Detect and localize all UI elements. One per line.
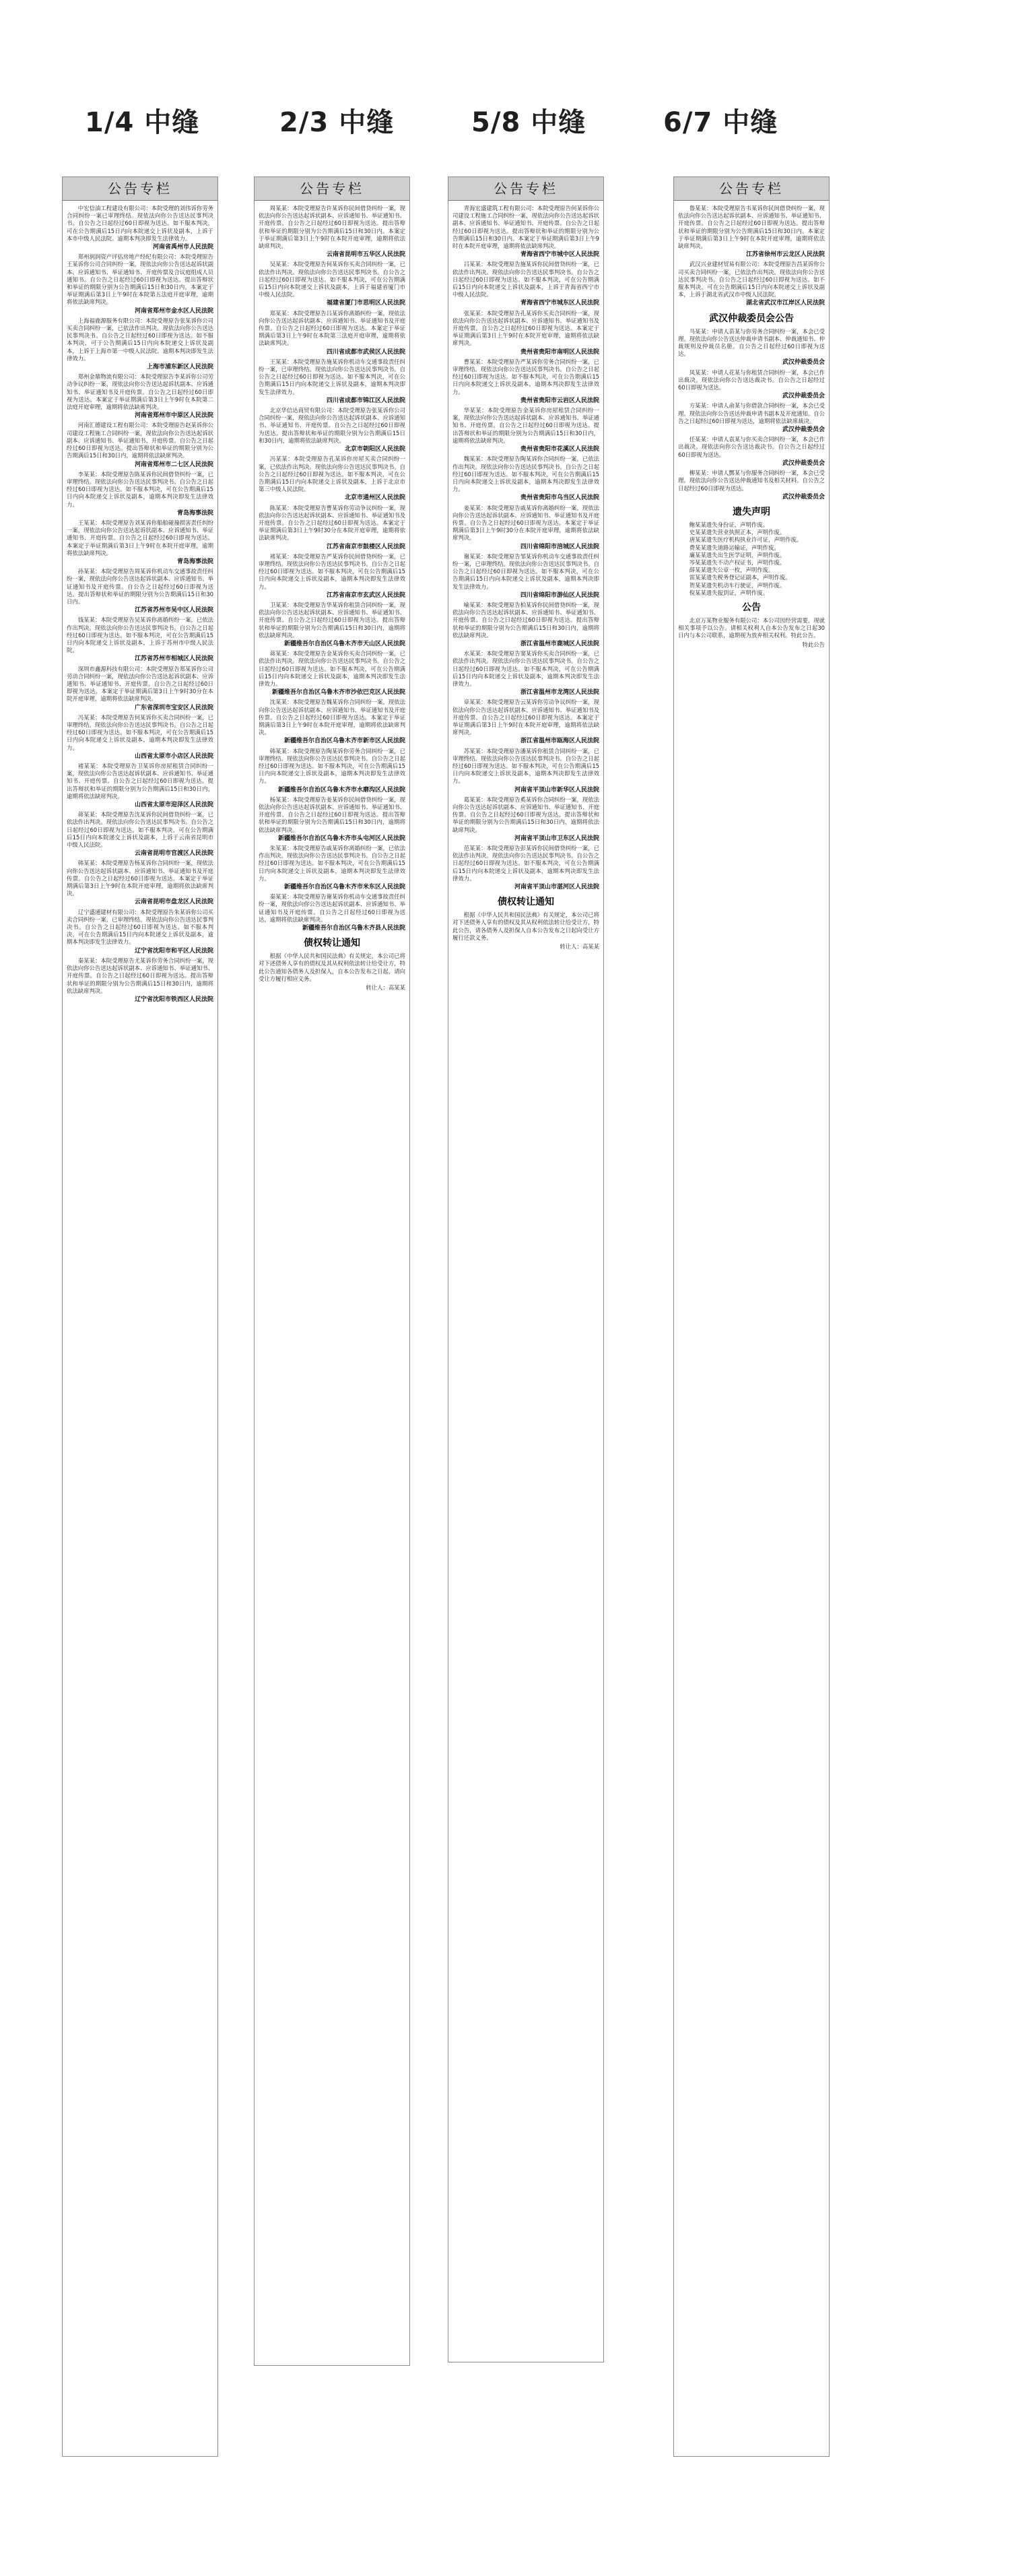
column-header: 公告专栏: [63, 177, 217, 201]
notice-issuer: 山西省太原市迎泽区人民法院: [134, 802, 213, 809]
notice-text: 陈某某：本院受理原告曹某诉你劳动争议纠纷一案，现依法向你公告送达起诉状副本、应诉通知书、举证通知书及开庭传票。自公告之日起经过60日即视为送达。本案定于举证期满后第3日上午9时30分在本院开庭审理，逾期将依法缺席判决。: [259, 504, 405, 542]
court-notice: [67, 253, 213, 315]
notice-text: 蒋某某：本院受理原告沈某诉你民间借贷纠纷一案，已依法作出判决。现依法向你公告送达民事判决书。自公告之日起经过60日即视为送达。如不服本判决，可在公告期满后15日内向本院递交上诉状及副本，上诉于云南省昆明市中级人民法院。: [67, 811, 213, 849]
court-notice: [678, 369, 825, 401]
notice-text: 朱某某：本院受理原告戚某诉你离婚纠纷一案，已依法作出判决。现依法向你公告送达民事判决书。自公告之日起经过60日即视为送达。如不服本判决，可在公告期满后15日内向本院递交上诉状及副本，逾期本判决即发生法律效力。: [259, 845, 405, 882]
court-notice: [259, 602, 405, 648]
notice-issuer: 武汉仲裁委员会: [782, 393, 825, 400]
court-notice: [452, 845, 599, 891]
court-notice: [678, 436, 825, 468]
final-notice-title: 公告: [742, 602, 761, 613]
notice-text: 章某某：本院受理原告云某诉你劳动争议纠纷一案，现依法向你公告送达起诉状副本、应诉通知书、举证通知书及开庭传票。自公告之日起经过60日即视为送达。本案定于举证期满后第3日上午9时在本院开庭审理，逾期将依法缺席判决。: [452, 699, 599, 736]
notice-text: 冯某某：本院受理原告何某诉你买卖合同纠纷一案，已审理终结。现依法向你公告送达民事判决书。自公告之日起经过60日即视为送达。如不服本判决，可在公告期满后15日内向本院递交上诉状及副本，逾期本判决即发生法律效力。: [67, 713, 213, 751]
notice-text: 姜某某：本院受理原告戚某诉你离婚纠纷一案，现依法向你公告送达起诉状副本、应诉通知书、举证通知书及开庭传票。自公告之日起经过60日即视为送达。本案定于举证期满后第3日上午9时30分在本院开庭审理，逾期将依法缺席判决。: [452, 504, 599, 542]
notice-issuer: 武汉仲裁委员会: [782, 359, 825, 366]
notice-text: 蒋某某：本院受理原告金某诉你买卖合同纠纷一案，已依法作出判决。现依法向你公告送达民事判决书。自公告之日起经过60日即视为送达。如不服本判决，可在公告期满后15日内向本院递交上诉状及副本，逾期本判决即发生法律效力。: [259, 650, 405, 687]
notice-text: 孙某某：本院受理原告周某诉你机动车交通事故责任纠纷一案，现依法向你公告送达起诉状副本、应诉通知书、举证通知书及开庭传票。自公告之日起经过60日即视为送达。提出答辩状和举证的期限分别为公告期满后15日和30日内。: [67, 568, 213, 605]
court-notice: [452, 358, 599, 405]
debt-transfer-text: 根据《中华人民共和国民法典》有关规定，本公司已将对下述债务人享有的债权及其从权利依法转让给受让方，特此公告，请各债务人及担保人自本公告发布之日起向受让方履行还款义务。: [452, 911, 599, 941]
notice-text: 王某某：本院受理原告施某诉你机动车交通事故责任纠纷一案，已审理终结。现依法向你公告送达民事判决书。自公告之日起经过60日即视为送达。如不服本判决，可在公告期满后15日内向本院递交上诉状及副本，逾期本判决即发生法律效力。: [259, 358, 405, 395]
column-header: 公告专栏: [448, 177, 603, 201]
court-notice: [67, 373, 213, 420]
court-notice: [259, 553, 405, 600]
court-notice: [452, 505, 599, 551]
notice-issuer: 四川省成都市武侯区人民法院: [326, 348, 405, 356]
notice-text: 秦某某：本院受理原告尤某诉你劳务合同纠纷一案，现依法向你公告送达起诉状副本、应诉通知书、举证通知书、开庭传票。自公告之日起经过60日即视为送达。提出答辩状和举证的期限分别为公告期满后15日和30日内，逾期将依法缺席判决。: [67, 957, 213, 994]
lost-notice-item: 岑某某遗失不动产权证书，声明作废。: [689, 558, 786, 566]
notice-text: 吴某某：本院受理原告何某诉你买卖合同纠纷一案，已依法作出判决。现依法向你公告送达民事判决书。自公告之日起经过60日即视为送达。如不服本判决，可在公告期满后15日内向本院递交上诉状及副本，上诉于福建省厦门市中级人民法院。: [259, 261, 405, 298]
court-notice: [678, 402, 825, 434]
notice-text: 冯某某：本院受理原告孔某诉你房屋买卖合同纠纷一案，已依法作出判决。现依法向你公告送达民事判决书。自公告之日起经过60日即视为送达。如不服本判决，可在公告期满后15日内向本院递交上诉状及副本，上诉于北京市第三中级人民法院。: [259, 455, 405, 493]
court-notice: [259, 205, 405, 259]
notice-text: 杨某某：本院受理原告姜某诉你民间借贷纠纷一案，现依法向你公告送达起诉状副本、应诉通知书、举证通知书、开庭传票。自公告之日起经过60日即视为送达。提出答辩状和举证的期限分别为公告期满后15日和30日内，逾期将依法缺席判决。: [259, 796, 405, 833]
notice-text: 韩某某：本院受理原告陶某诉你劳务合同纠纷一案，已审理终结。现依法向你公告送达民事判决书。自公告之日起经过60日即视为送达。如不服本判决，可在公告期满后15日内向本院递交上诉状及副本，逾期本判决即发生法律效力。: [259, 747, 405, 785]
lost-notice-title: 遗失声明: [733, 506, 770, 517]
notice-issuer: 北京市朝阳区人民法院: [344, 446, 405, 453]
notice-text: 沈某某：本院受理原告魏某诉你合同纠纷一案，现依法向你公告送达起诉状副本、应诉通知书、举证通知书及开庭传票。自公告之日起经过60日即视为送达。本案定于举证期满后第3日上午9时在本院开庭审理，逾期将依法缺席判决。: [259, 699, 405, 736]
notice-issuer: 青海省西宁市城中区人民法院: [520, 251, 599, 259]
court-notice: [452, 205, 599, 259]
notice-issuer: 江苏省苏州市相城区人民法院: [134, 655, 213, 663]
court-notice: [452, 748, 599, 794]
notice-issuer: 辽宁省沈阳市和平区人民法院: [134, 947, 213, 955]
notice-text: 吕某某：本院受理原告施某诉你民间借贷纠纷一案，已依法作出判决。现依法向你公告送达民事判决书。自公告之日起经过60日即视为送达。如不服本判决，可在公告期满后15日内向本院递交上诉状及副本，上诉于青海省西宁市中级人民法院。: [452, 261, 599, 298]
court-notice: [678, 328, 825, 367]
notice-text: 华某某：本院受理原告金某诉你房屋租赁合同纠纷一案，现依法向你公告送达起诉状副本、应诉通知书、举证通知书、开庭传票。自公告之日起经过60日即视为送达。提出答辩状和举证的期限分别为公告期满后15日和30日内，逾期将依法缺席判决。: [452, 407, 599, 444]
court-notice: [678, 205, 825, 259]
debt-transfer-signoff: 转让人：高某某: [366, 984, 405, 992]
notice-text: 张某某：本院受理原告孔某诉你买卖合同纠纷一案，现依法向你公告送达起诉状副本、应诉通知书、举证通知书及开庭传票。自公告之日起经过60日即视为送达。本案定于举证期满后第3日上午9时在本院开庭审理，逾期将依法缺席判决。: [452, 309, 599, 347]
court-notice: [259, 455, 405, 502]
court-notice: [67, 616, 213, 663]
notice-text: 韩某某：本院受理原告杨某诉你合同纠纷一案，现依法向你公告送达起诉状副本、应诉通知书、举证通知书及开庭传票。自公告之日起经过60日即视为送达。本案定于举证期满后第3日上午9时在本院开庭审理，逾期将依法缺席判决。: [67, 860, 213, 897]
court-notice: [452, 261, 599, 307]
notice-issuer: 新疆维吾尔自治区乌鲁木齐市头屯河区人民法院: [277, 835, 405, 842]
column-body: [63, 201, 217, 2457]
court-notice: [259, 748, 405, 794]
notice-text: 曹某某：本院受理原告严某诉你劳务合同纠纷一案，已审理终结。现依法向你公告送达民事判决书。自公告之日起经过60日即视为送达。如不服本判决，可在公告期满后15日内向本院递交上诉状及副本，逾期本判决即发生法律效力。: [452, 358, 599, 395]
court-notice: [67, 763, 213, 809]
notice-issuer: 河南省平顶山市新华区人民法院: [514, 786, 599, 794]
court-notice: [452, 650, 599, 697]
announcement-column-4: [673, 176, 830, 2457]
notice-text: 马某某：申请人苗某与你劳务合同纠纷一案，本会已受理。现依法向你公告送达仲裁申请书副本、仲裁通知书、仲裁规则及仲裁员名册。自公告之日起经过60日即视为送达。: [678, 327, 825, 358]
notice-text: 范某某：本院受理原告彭某诉你民间借贷纠纷一案，已依法作出判决。现依法向你公告送达民事判决书。自公告之日起经过60日即视为送达。如不服本判决，可在公告期满后15日内向本院递交上诉状及副本，逾期本判决即发生法律效力。: [452, 845, 599, 882]
notice-text: 苏某某：本院受理原告潘某诉你租赁合同纠纷一案，已审理终结。现依法向你公告送达民事判决书。自公告之日起经过60日即视为送达。如不服本判决，可在公告期满后15日内向本院递交上诉状及副本，逾期本判决即发生法律效力。: [452, 747, 599, 785]
notice-issuer: 云南省昆明市盘龙区人民法院: [134, 899, 213, 906]
court-notice: [67, 422, 213, 468]
notice-text: 辽宁盛通建材有限公司：本院受理原告朱某诉你公司买卖合同纠纷一案，已审理终结。现依法向你公告送达民事判决书。自公告之日起经过60日即视为送达。如不服本判决，可在公告期满后15日内向本院递交上诉状及副本，逾期本判决即发生法律效力。: [67, 908, 213, 946]
notice-text: 北京华信达商贸有限公司：本院受理原告张某诉你公司合同纠纷一案，现依法向你公告送达起诉状副本、应诉通知书、举证通知书、开庭传票。自公告之日起经过60日即视为送达。提出答辩状和举证的期限分别为公告期满后15日和30日内，逾期将依法缺席判决。: [259, 407, 405, 444]
notice-issuer: 山西省太原市小店区人民法院: [134, 752, 213, 760]
court-notice: [67, 860, 213, 906]
court-notice: [67, 519, 213, 566]
court-notice: [67, 568, 213, 614]
notice-issuer: 江苏省苏州市吴中区人民法院: [134, 607, 213, 614]
notice-text: 武汉兴业建材贸易有限公司：本院受理原告昌某诉你公司买卖合同纠纷一案，已依法作出判决。现依法向你公告送达民事判决书。自公告之日起经过60日即视为送达。如不服本判决，可在公告期满后15日内向本院递交上诉状及副本，上诉于湖北省武汉市中级人民法院。: [678, 261, 825, 298]
court-notice: [259, 505, 405, 551]
column-body: [674, 201, 829, 2457]
lost-notice-item: 鲍某某遗失身份证，声明作废。: [689, 521, 769, 528]
court-notice: [67, 909, 213, 955]
court-notice: [259, 893, 405, 932]
notice-issuer: 贵州省贵阳市南明区人民法院: [520, 348, 599, 356]
notice-issuer: 河南省郑州市金水区人民法院: [134, 307, 213, 315]
section-title: 武汉仲裁委员会公告: [709, 313, 794, 324]
notice-text: 郑州润润资产评估房地产经纪有限公司：本院受理原告王某诉你公司合同纠纷一案，现依法向你公告送达起诉状副本、应诉通知书、举证通知书、开庭传票及合议庭组成人员通知书。自公告之日起经过60日即视为送达。提出答辩状和举证的期限分别为公告期满后15日和30日内。本案定于举证期满后第3日上午9时在本院第五法庭开庭审理，逾期将依法缺席判决。: [67, 253, 213, 306]
lost-notice-item: 唐某某遗失医疗机构执业许可证，声明作废。: [689, 536, 803, 544]
notice-text: 中宏信油工程建设有限公司：本院受理的刘伟诉你劳务合同纠纷一案已审理终结。现依法向你公告送达民事判决书。自公告之日起经过60日即视为送达。如不服本判决，可在公告期满后15日内向本院递交上诉状及副本，上诉于本市中级人民法院。逾期本判决即发生法律效力。: [67, 205, 213, 242]
notice-issuer: 浙江省温州市鹿城区人民法院: [520, 640, 599, 647]
notice-text: 郑州金鼎物流有限公司：本院受理原告李某诉你公司劳动争议纠纷一案，现依法向你公告送达起诉状副本、应诉通知书、举证通知书及开庭传票。自公告之日起经过60日即视为送达。本案定于举证期满后第3日上午9时在本院第二法庭开庭审理，逾期将依法缺席判决。: [67, 373, 213, 411]
notice-issuer: 福建省厦门市思明区人民法院: [326, 300, 405, 307]
court-notice: [259, 845, 405, 891]
court-notice: [259, 310, 405, 356]
notice-issuer: 河南省郑州市二七区人民法院: [134, 461, 213, 468]
lost-notice-item: 贺某某遗失机动车行驶证，声明作废。: [689, 581, 786, 589]
notice-issuer: 新疆维吾尔自治区乌鲁木齐市米东区人民法院: [283, 884, 405, 891]
debt-transfer-signoff: 转让人：高某某: [560, 943, 599, 951]
notice-text: 喻某某：本院受理原告柏某诉你民间借贷纠纷一案，现依法向你公告送达起诉状副本、应诉通知书、举证通知书、开庭传票。自公告之日起经过60日即视为送达。提出答辩状和举证的期限分别为公告期满后15日和30日内，逾期将依法缺席判决。: [452, 601, 599, 639]
column-label-1-4: 1/4 中缝: [85, 107, 200, 138]
notice-text: 秦某某：本院受理原告谢某诉你机动车交通事故责任纠纷一案，现依法向你公告送达起诉状副本、应诉通知书、举证通知书及开庭传票。自公告之日起经过60日即视为送达，逾期将依法缺席判决。: [259, 893, 405, 923]
announcement-column-3: [448, 176, 604, 2362]
notice-issuer: 江苏省徐州市云龙区人民法院: [745, 251, 825, 259]
notice-issuer: 广东省深圳市宝安区人民法院: [134, 704, 213, 711]
court-notice: [259, 407, 405, 453]
notice-issuer: 江苏省南京市鼓楼区人民法院: [326, 543, 405, 550]
notice-issuer: 湖北省武汉市江岸区人民法院: [745, 300, 825, 307]
notice-text: 水某某：本院受理原告窦某诉你买卖合同纠纷一案，已依法作出判决。现依法向你公告送达民事判决书。自公告之日起经过60日即视为送达。如不服本判决，可在公告期满后15日内向本院递交上诉状及副本，逾期本判决即发生法律效力。: [452, 650, 599, 687]
notice-issuer: 浙江省温州市瓯海区人民法院: [520, 738, 599, 745]
notice-issuer: 河南省郑州市中原区人民法院: [134, 412, 213, 420]
notice-issuer: 辽宁省沈阳市铁西区人民法院: [134, 996, 213, 1003]
lost-notice-item: 费某某遗失道路运输证，声明作废。: [689, 544, 780, 551]
court-notice: [67, 317, 213, 371]
court-notice: [259, 699, 405, 745]
debt-transfer-title: 债权转让通知: [498, 897, 554, 908]
column-body: [448, 201, 603, 2362]
notice-text: 葛某某：本院受理原告奚某诉你合同纠纷一案，现依法向你公告送达起诉状副本、应诉通知书、举证通知书、开庭传票。自公告之日起经过60日即视为送达。提出答辩状和举证的期限分别为公告期满后15日和30日内，逾期将依法缺席判决。: [452, 796, 599, 833]
column-label-6-7: 6/7 中缝: [663, 107, 778, 138]
notice-text: 凤某某：申请人花某与你租赁合同纠纷一案，本会已作出裁决。现依法向你公告送达裁决书。自公告之日起经过60日即视为送达。: [678, 368, 825, 391]
notice-issuer: 新疆维吾尔自治区乌鲁木齐县人民法院: [302, 925, 405, 932]
court-notice: [259, 358, 405, 405]
notice-text: 鲁某某：本院受理原告韦某诉你民间借贷纠纷一案，现依法向你公告送达起诉状副本、应诉通知书、举证通知书、开庭传票。自公告之日起经过60日即视为送达。提出答辩状和举证的期限分别为公告期满后15日和30日内。本案定于举证期满后第3日上午9时在本院开庭审理，逾期将依法缺席判决。: [678, 205, 825, 250]
notice-text: 魏某某：本院受理原告陶某诉你合同纠纷一案，已依法作出判决。现依法向你公告送达民事判决书。自公告之日起经过60日即视为送达。如不服本判决，可在公告期满后15日内向本院递交上诉状及副本，逾期本判决即发生法律效力。: [452, 455, 599, 493]
lost-notice-item: 廉某某遗失出生医学证明，声明作废。: [689, 551, 786, 558]
lost-notice-item: 雷某某遗失税务登记证副本，声明作废。: [689, 574, 791, 581]
notice-issuer: 河南省平顶山市湛河区人民法院: [514, 884, 599, 891]
notice-text: 河南汇德建设工程有限公司：本院受理原告赵某诉你公司建设工程施工合同纠纷一案，现依法向你公告送达起诉状副本、应诉通知书、举证通知书、开庭传票。自公告之日起经过60日即视为送达。提出答辩状和举证的期限分别为公告期满后15日和30日内，逾期将依法缺席判决。: [67, 422, 213, 459]
announcement-column-1: [62, 176, 218, 2457]
column-header: 公告专栏: [255, 177, 409, 201]
court-notice: [259, 650, 405, 697]
court-notice: [259, 261, 405, 307]
notice-issuer: 北京市通州区人民法院: [344, 494, 405, 502]
notice-issuer: 青海省西宁市城东区人民法院: [520, 300, 599, 307]
notice-issuer: 武汉仲裁委员会: [782, 493, 825, 501]
notice-issuer: 四川省绵阳市游仙区人民法院: [520, 591, 599, 599]
column-body: [255, 201, 409, 2366]
lost-notice-item: 薛某某遗失公章一枚，声明作废。: [689, 567, 774, 574]
court-notice: [678, 261, 825, 307]
final-notice-signoff: 特此公告: [802, 641, 825, 648]
notice-issuer: 新疆维吾尔自治区乌鲁木齐市天山区人民法院: [283, 640, 405, 647]
notice-issuer: 贵州省贵阳市乌当区人民法院: [520, 494, 599, 502]
court-notice: [67, 471, 213, 517]
notice-issuer: 武汉仲裁委员会: [782, 426, 825, 434]
notice-text: 谢某某：本院受理原告邹某诉你机动车交通事故责任纠纷一案，已审理终结。现依法向你公告送达民事判决书。自公告之日起经过60日即视为送达。如不服本判决，可在公告期满后15日内向本院递交上诉状及副本，逾期本判决即发生法律效力。: [452, 552, 599, 590]
notice-text: 郑某某：本院受理原告吕某诉你离婚纠纷一案，现依法向你公告送达起诉状副本、应诉通知书、举证通知书及开庭传票。自公告之日起经过60日即视为送达。本案定于举证期满后第3日上午9时在本院第三法庭开庭审理，逾期将依法缺席判决。: [259, 309, 405, 347]
notice-issuer: 青岛海事法院: [176, 509, 213, 517]
court-notice: [67, 957, 213, 1004]
notice-issuer: 贵州省贵阳市花溪区人民法院: [520, 446, 599, 453]
announcement-column-2: [254, 176, 410, 2366]
court-notice: [452, 699, 599, 745]
court-notice: [452, 310, 599, 356]
notice-issuer: 武汉仲裁委员会: [782, 459, 825, 467]
notice-issuer: 云南省昆明市五华区人民法院: [326, 251, 405, 259]
debt-transfer-title: 债权转让通知: [304, 938, 360, 949]
notice-text: 青海宏盛建筑工程有限公司：本院受理原告何某诉你公司建设工程施工合同纠纷一案，现依法向你公告送达起诉状副本、应诉通知书、举证通知书、开庭传票。自公告之日起经过60日即视为送达。提出答辩状和举证的期限分别为公告期满后15日和30日内。本案定于举证期满后第3日上午9时在本院开庭审理，逾期将依法缺席判决。: [452, 205, 599, 250]
column-header: 公告专栏: [674, 177, 829, 201]
column-label-5-8: 5/8 中缝: [471, 107, 586, 138]
notice-issuer: 上海市浦东新区人民法院: [146, 364, 213, 371]
notice-text: 钱某某：本院受理原告吴某诉你离婚纠纷一案，已依法作出判决。现依法向你公告送达民事判决书。自公告之日起经过60日即视为送达。如不服本判决，可在公告期满后15日内向本院递交上诉状及副本，上诉于苏州市中级人民法院。: [67, 616, 213, 654]
notice-text: 褚某某：本院受理原告严某诉你民间借贷纠纷一案，已审理终结。现依法向你公告送达民事判决书。自公告之日起经过60日即视为送达。如不服本判决，可在公告期满后15日内向本院递交上诉状及副本，逾期本判决即发生法律效力。: [259, 552, 405, 590]
notice-issuer: 新疆维吾尔自治区乌鲁木齐市新市区人民法院: [283, 738, 405, 745]
notice-text: 深圳市鑫源科技有限公司：本院受理原告郑某诉你公司劳动合同纠纷一案，现依法向你公告送达起诉状副本、应诉通知书、举证通知书、开庭传票。自公告之日起经过60日即视为送达。本案定于举证期满后第3日上午9时30分在本院开庭审理，逾期将依法缺席判决。: [67, 665, 213, 703]
court-notice: [452, 455, 599, 502]
court-notice: [67, 666, 213, 712]
notice-issuer: 河南省禹州市人民法院: [152, 244, 213, 251]
court-notice: [67, 205, 213, 251]
notice-issuer: 新疆维吾尔自治区乌鲁木齐市水磨沟区人民法院: [277, 786, 405, 794]
notice-issuer: 江苏省南京市玄武区人民法院: [326, 591, 405, 599]
notice-issuer: 青岛海事法院: [176, 558, 213, 565]
notice-text: 上海福鹿源服务有限公司：本院受理原告张某诉你公司买卖合同纠纷一案，已依法作出判决。现依法向你公告送达民事判决书。自公告之日起经过60日即视为送达。如不服本判决，可于公告期满后15日内向本院递交上诉状及副本，上诉于上海市第一中级人民法院。逾期本判决即发生法律效力。: [67, 317, 213, 362]
notice-issuer: 贵州省贵阳市云岩区人民法院: [520, 397, 599, 404]
notice-text: 任某某：申请人袁某与你买卖合同纠纷一案，本会已作出裁决。现依法向你公告送达裁决书。自公告之日起经过60日即视为送达。: [678, 436, 825, 458]
notice-text: 周某某：本院受理原告许某诉你民间借贷纠纷一案，现依法向你公告送达起诉状副本、应诉通知书、举证通知书、开庭传票。自公告之日起经过60日即视为送达。提出答辩状和举证的期限分别为公告期满后15日和30日内。本案定于举证期满后第3日上午9时在本院开庭审理，逾期将依法缺席判决。: [259, 205, 405, 250]
notice-issuer: 云南省昆明市官渡区人民法院: [134, 850, 213, 858]
notice-issuer: 新疆维吾尔自治区乌鲁木齐市沙依巴克区人民法院: [271, 689, 405, 697]
notice-issuer: 四川省成都市锦江区人民法院: [326, 397, 405, 404]
lost-notice-item: 史某某遗失营业执照正本，声明作废。: [689, 529, 786, 536]
court-notice: [452, 553, 599, 600]
court-notice: [452, 407, 599, 453]
notice-text: 王某某：本院受理原告刘某诉你船舶碰撞损害责任纠纷一案，现依法向你公告送达起诉状副本、应诉通知书、举证通知书、开庭传票。自公告之日起经过60日即视为送达。本案定于举证期满后第3日上午9时在本院开庭审理，逾期将依法缺席判决。: [67, 519, 213, 556]
notice-text: 李某某：本院受理原告陈某诉你民间借贷纠纷一案，已审理终结。现依法向你公告送达民事判决书。自公告之日起经过60日即视为送达。如不服本判决，可在公告期满后15日内向本院递交上诉状及副本，逾期本判决即发生法律效力。: [67, 470, 213, 508]
notice-issuer: 四川省绵阳市涪城区人民法院: [520, 543, 599, 550]
notice-text: 褚某某：本院受理原告卫某诉你房屋租赁合同纠纷一案，现依法向你公告送达起诉状副本、应诉通知书、举证通知书、开庭传票。自公告之日起经过60日即视为送达。提出答辩状和举证的期限分别为公告期满后15日和30日内，逾期将依法缺席判决。: [67, 763, 213, 800]
court-notice: [259, 796, 405, 843]
notice-text: 卫某某：本院受理原告华某诉你租赁合同纠纷一案，现依法向你公告送达起诉状副本、应诉通知书、举证通知书、开庭传票。自公告之日起经过60日即视为送达。提出答辩状和举证的期限分别为公告期满后15日和30日内，逾期将依法缺席判决。: [259, 601, 405, 639]
final-notice-text: 北京万某物业服务有限公司：本公司因经营需要，现就相关事项予以公告。请相关权利人自本公告发布之日起30日内与本公司联系，逾期视为放弃相关权利。特此公告。: [678, 616, 825, 639]
debt-transfer-text: 根据《中华人民共和国民法典》有关规定，本公司已将对下述债务人享有的债权及其从权利依法转让给受让方，特此公告通知各债务人及担保人，自本公告发布之日起，请向受让方履行相应义务。: [259, 953, 405, 982]
notice-issuer: 浙江省温州市龙湾区人民法院: [520, 689, 599, 697]
lost-notice-item: 倪某某遗失报到证，声明作废。: [689, 589, 769, 596]
notice-issuer: 河南省平顶山市卫东区人民法院: [514, 835, 599, 842]
court-notice: [67, 811, 213, 858]
notice-text: 柳某某：申请人酆某与你服务合同纠纷一案，本会已受理。现依法向你公告送达仲裁通知书及相关材料。自公告之日起经过60日即视为送达。: [678, 470, 825, 492]
court-notice: [678, 470, 825, 501]
court-notice: [452, 602, 599, 648]
notice-text: 方某某：申请人俞某与你借款合同纠纷一案，本会已受理。现依法向你公告送达仲裁申请书副本及开庭通知。自公告之日起经过60日即视为送达，逾期将依法缺席裁决。: [678, 402, 825, 424]
court-notice: [452, 796, 599, 843]
column-label-2-3: 2/3 中缝: [279, 107, 395, 138]
court-notice: [67, 714, 213, 761]
